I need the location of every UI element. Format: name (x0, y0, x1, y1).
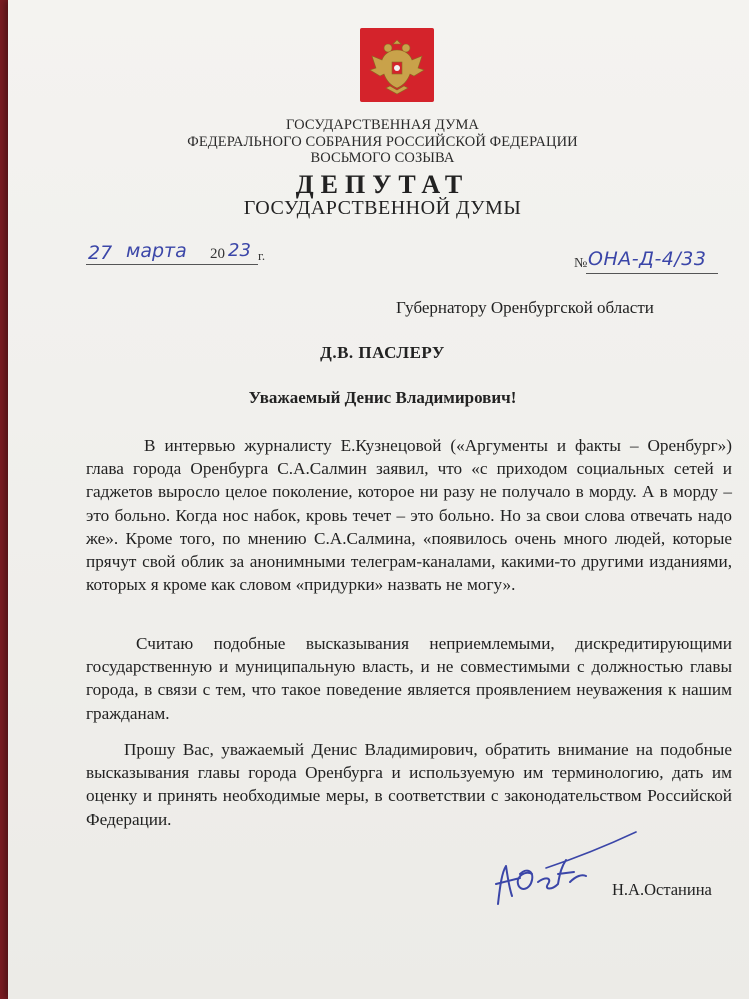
body-paragraph-1: В интервью журналисту Е.Кузнецовой («Аргументы и факты – Оренбург») глава города Оренбурга С.А.Салмин заявил, что «с приходом социальных сетей и гаджетов выросло целое поколение, которое ни разу не получало в морду. А в морду – это больно. Когда нос набок, кровь течет – это больно. Но за свои слова отвечать надо же». Кроме того, по мнению С.А.Салмина, «появилось очень много людей, которые прячут свой облик за анонимными телеграм-каналами, какими-то другими изданиями, которых я кроме как словом «придурки» назвать не могу». (86, 436, 732, 595)
date-field (86, 240, 276, 270)
number-value: ОНА-Д-4/33 (588, 248, 707, 270)
date-underline (86, 264, 258, 265)
handwritten-signature (486, 826, 646, 916)
body-paragraph-2: Считаю подобные высказывания неприемлемыми, дискредитирующими государственную и муниципальную власть, и не совместимыми с должностью главы города, в связи с тем, что такое поведение является проявлением неуважения к нашим гражданам. (86, 634, 732, 723)
date-month: марта (126, 240, 187, 262)
signer-name: Н.А.Останина (612, 880, 712, 899)
date-year-suffix: 23 (228, 240, 251, 261)
document-number (574, 246, 724, 278)
title-deputy: ДЕПУТАТ (295, 170, 470, 199)
number-sign: № (574, 256, 588, 271)
recipient-name: Д.В. ПАСЛЕРУ (320, 343, 445, 362)
letter-page (8, 0, 749, 999)
header-line-3: ВОСЬМОГО СОЗЫВА (310, 150, 455, 166)
body-paragraph-3: Прошу Вас, уважаемый Денис Владимирович, обратить внимание на подобные высказывания главы города Оренбурга и используемую им терминологию, дать им оценку и принять необходимые меры, в соответствии с законодательством Российской Федерации. (86, 740, 732, 829)
header-line-1: ГОСУДАРСТВЕННАЯ ДУМА (285, 117, 480, 133)
recipient-position: Губернатору Оренбургской области (396, 298, 654, 317)
header-line-2: ФЕДЕРАЛЬНОГО СОБРАНИЯ РОССИЙСКОЙ ФЕДЕРАЦИИ (187, 134, 578, 150)
number-underline (586, 273, 718, 274)
date-day: 27 (88, 242, 113, 264)
date-year-prefix: 20 (210, 246, 225, 262)
salutation: Уважаемый Денис Владимирович! (248, 388, 517, 407)
title-state-duma: ГОСУДАРСТВЕННОЙ ДУМЫ (243, 197, 522, 219)
date-year-unit: г. (258, 248, 266, 263)
coat-of-arms-icon (360, 28, 434, 102)
